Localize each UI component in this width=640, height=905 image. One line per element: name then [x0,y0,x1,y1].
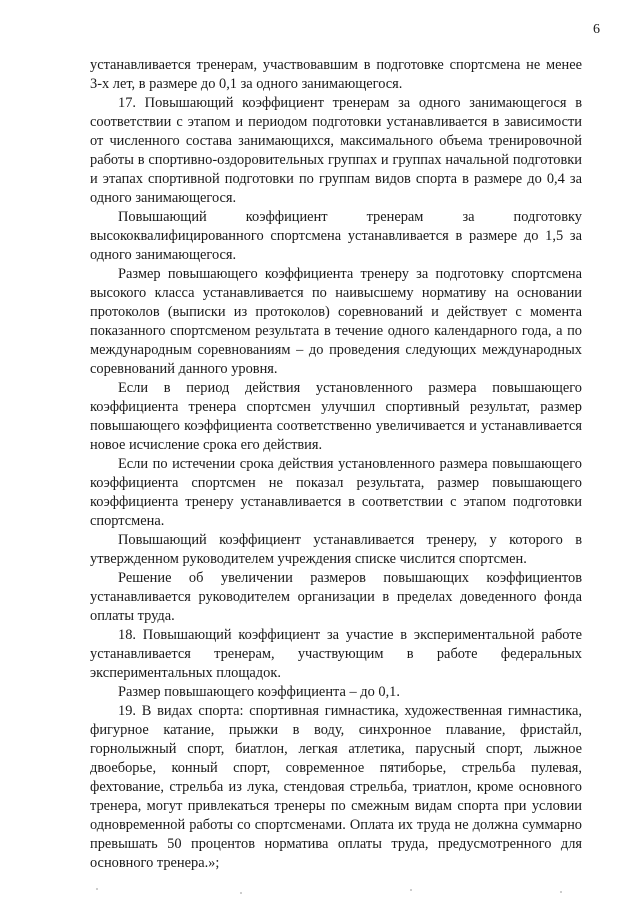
paragraph-3: Повышающий коэффициент тренерам за подготовку высококвалифицированного спортсмена устанавливается в размере до 1,5 за одного занимающегося. [90,209,582,263]
paragraph-1: устанавливается тренерам, участвовавшим в подготовке спортсмена не менее 3-х лет, в размере до 0,1 за одного занимающегося. [90,57,582,92]
scan-speck [240,892,242,894]
paragraph-10: Размер повышающего коэффициента – до 0,1. [118,684,400,700]
paragraph-7: Повышающий коэффициент устанавливается тренеру, у которого в утвержденном руководителем учреждения списке числится спортсмен. [90,532,582,567]
paragraph-11: 19. В видах спорта: спортивная гимнастика, художественная гимнастика, фигурное катание, прыжки в воду, синхронное плавание, фристайл, горнолыжный спорт, биатлон, легкая атлетика, парусный спорт, лыжное двоеборье, конный спорт, современное пятиборье, стрельба пулевая, фехтование, стрельба из лука, стендовая стрельба, триатлон, кроме основного тренера, могут привлекаться тренеры по смежным видам спорта при условии одновременной работы со спортсменами. Оплата их труда не должна суммарно превышать 50 процентов норматива оплаты труда, предусмотренного для основного тренера.»; [90,703,582,871]
paragraph-4: Размер повышающего коэффициента тренеру за подготовку спортсмена высокого класса устанавливается по наивысшему нормативу на основании протоколов (выписки из протоколов) соревнований и действует с момента показанного спортсменом результата в течение одного календарного года, а по международным соревнованиям – до проведения следующих международных соревнований данного уровня. [90,266,582,377]
paragraph-5: Если в период действия установленного размера повышающего коэффициента тренера спортсмен улучшил спортивный результат, размер повышающего коэффициента соответственно увеличивается и устанавливается новое исчисление срока его действия. [90,380,582,453]
scan-speck [410,889,412,891]
paragraph-8: Решение об увеличении размеров повышающих коэффициентов устанавливается руководителем организации в пределах доведенного фонда оплаты труда. [90,570,582,624]
paragraph-6: Если по истечении срока действия установленного размера повышающего коэффициента спортсмен не показал результата, размер повышающего коэффициента тренеру устанавливается в соответствии с этапом подготовки спортсмена. [90,456,582,529]
scan-speck [96,888,98,890]
document-body [90,56,582,873]
scan-speck [560,891,562,893]
page-number: 6 [593,22,600,37]
paragraph-9: 18. Повышающий коэффициент за участие в экспериментальной работе устанавливается тренерам, участвующим в работе федеральных экспериментальных площадок. [90,627,582,681]
paragraph-2: 17. Повышающий коэффициент тренерам за одного занимающегося в соответствии с этапом и периодом подготовки устанавливается в зависимости от численного состава занимающихся, максимального объема тренировочной работы в спортивно-оздоровительных группах и группах начальной подготовки и этапах спортивной подготовки по группам видов спорта в размере до 0,4 за одного занимающегося. [90,95,582,206]
